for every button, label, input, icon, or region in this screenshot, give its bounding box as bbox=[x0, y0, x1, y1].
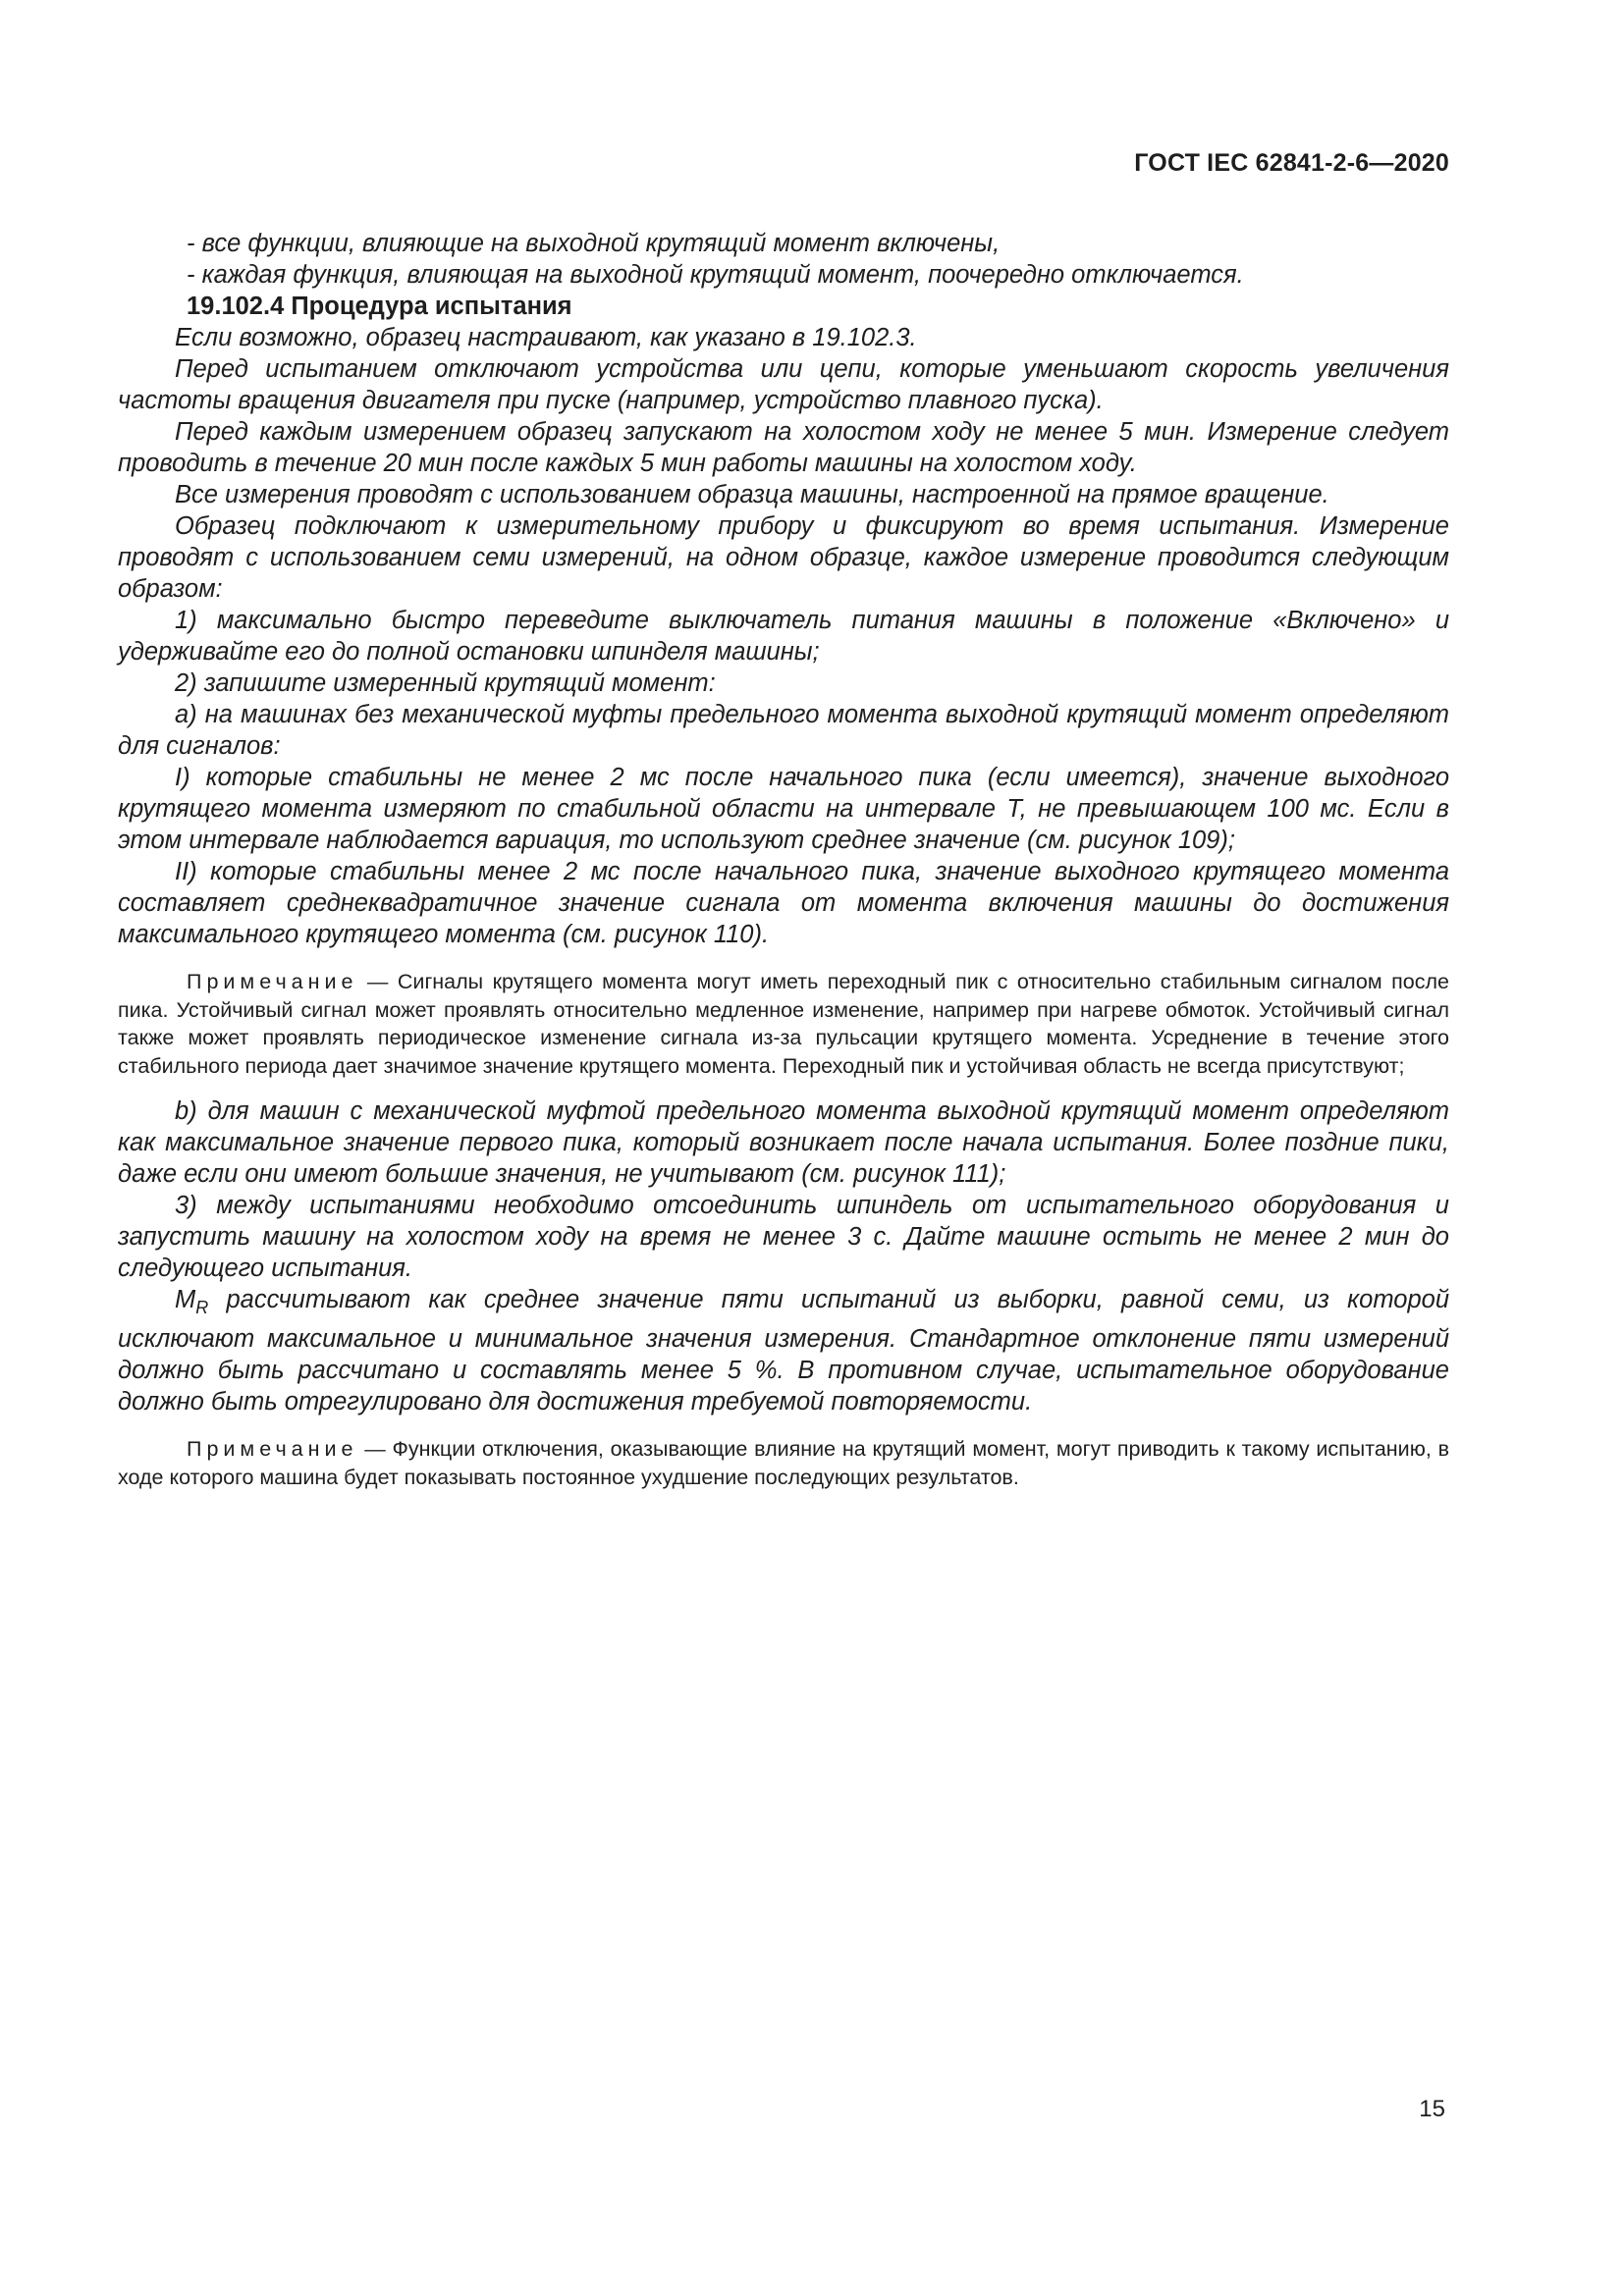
paragraph bbox=[118, 1284, 1449, 1417]
paragraph: 2) запишите измеренный крутящий момент: bbox=[175, 669, 716, 697]
paragraph: Образец подключают к измерительному прибору и фиксируют во время испытания. Измерение проводят с использованием семи измерений, на одном образце, каждое измерение проводится следующим образом: bbox=[118, 512, 1449, 603]
symbol: M bbox=[175, 1286, 196, 1313]
list-item: - все функции, влияющие на выходной крутящий момент включены, bbox=[187, 230, 1001, 257]
standard-code: ГОСТ IEC 62841-2-6—2020 bbox=[1134, 149, 1449, 177]
paragraph: 3) между испытаниями необходимо отсоединить шпиндель от испытательного оборудования и запустить машину на холостом ходу на время не менее 3 с. Дайте машине остыть не менее 2 мин до следующего испытания. bbox=[118, 1192, 1449, 1282]
note-label: Примечание bbox=[187, 970, 358, 993]
note-label: Примечание bbox=[187, 1437, 358, 1462]
paragraph: b) для машин с механической муфтой предельного момента выходной крутящий момент определяют как максимальное значение первого пика, который возникает после начала испытания. Более поздние пики, даже если они имеют большие значения, не учитывают (см. рисунок 111); bbox=[118, 1097, 1449, 1188]
page-number: 15 bbox=[1419, 2096, 1445, 2122]
note bbox=[118, 1435, 1449, 1491]
paragraph: Все измерения проводят с использованием образца машины, настроенной на прямое вращение. bbox=[175, 481, 1329, 508]
paragraph: II) которые стабильны менее 2 мс после начального пика, значение выходного крутящего момента составляет среднеквадратичное значение сигнала от момента включения машины до достижения максимального крутящего момента (см. рисунок 110). bbox=[118, 858, 1449, 948]
note-text: — Сигналы крутящего момента могут иметь переходный пик с относительно стабильным сигналом после пика. Устойчивый сигнал может проявлять относительно медленное изменение, например при нагреве обмоток. Устойчивый сигнал также может проявлять периодическое изменение сигнала из-за пульсации крутящего момента. Усреднение в течение этого стабильного периода дает значимое значение крутящего момента. Переходный пик и устойчивая область не всегда присутствуют; bbox=[118, 970, 1449, 1078]
paragraph: 1) максимально быстро переведите выключатель питания машины в положение «Включено» и удерживайте его до полной остановки шпинделя машины; bbox=[118, 607, 1449, 666]
section-heading: 19.102.4 Процедура испытания bbox=[187, 293, 572, 320]
paragraph: I) которые стабильны не менее 2 мс после начального пика (если имеется), значение выходного крутящего момента измеряют по стабильной области на интервале T, не превышающем 100 мс. Если в этом интервале наблюдается вариация, то используют среднее значение (см. рисунок 109); bbox=[118, 764, 1449, 854]
note-text: — Функции отключения, оказывающие влияние на крутящий момент, могут приводить к такому испытанию, в ходе которого машина будет показывать постоянное ухудшение последующих результатов. bbox=[118, 1437, 1449, 1489]
body-text bbox=[118, 228, 1449, 1491]
paragraph: Если возможно, образец настраивают, как указано в 19.102.3. bbox=[175, 324, 917, 351]
symbol-subscript: R bbox=[195, 1298, 209, 1318]
note bbox=[118, 968, 1449, 1080]
list-item: - каждая функция, влияющая на выходной крутящий момент, поочередно отключается. bbox=[187, 261, 1244, 289]
paragraph: Перед испытанием отключают устройства или цепи, которые уменьшают скорость увеличения частоты вращения двигателя при пуске (например, устройство плавного пуска). bbox=[118, 355, 1449, 414]
paragraph-text: рассчитывают как среднее значение пяти испытаний из выборки, равной семи, из которой исключают максимальное и минимальное значения измерения. Стандартное отклонение пяти измерений должно быть рассчитано и составлять менее 5 %. В противном случае, испытательное оборудование должно быть отрегулировано для достижения требуемой повторяемости. bbox=[118, 1286, 1449, 1416]
paragraph: a) на машинах без механической муфты предельного момента выходной крутящий момент определяют для сигналов: bbox=[118, 701, 1449, 760]
paragraph: Перед каждым измерением образец запускают на холостом ходу не менее 5 мин. Измерение следует проводить в течение 20 мин после каждых 5 мин работы машины на холостом ходу. bbox=[118, 418, 1449, 477]
